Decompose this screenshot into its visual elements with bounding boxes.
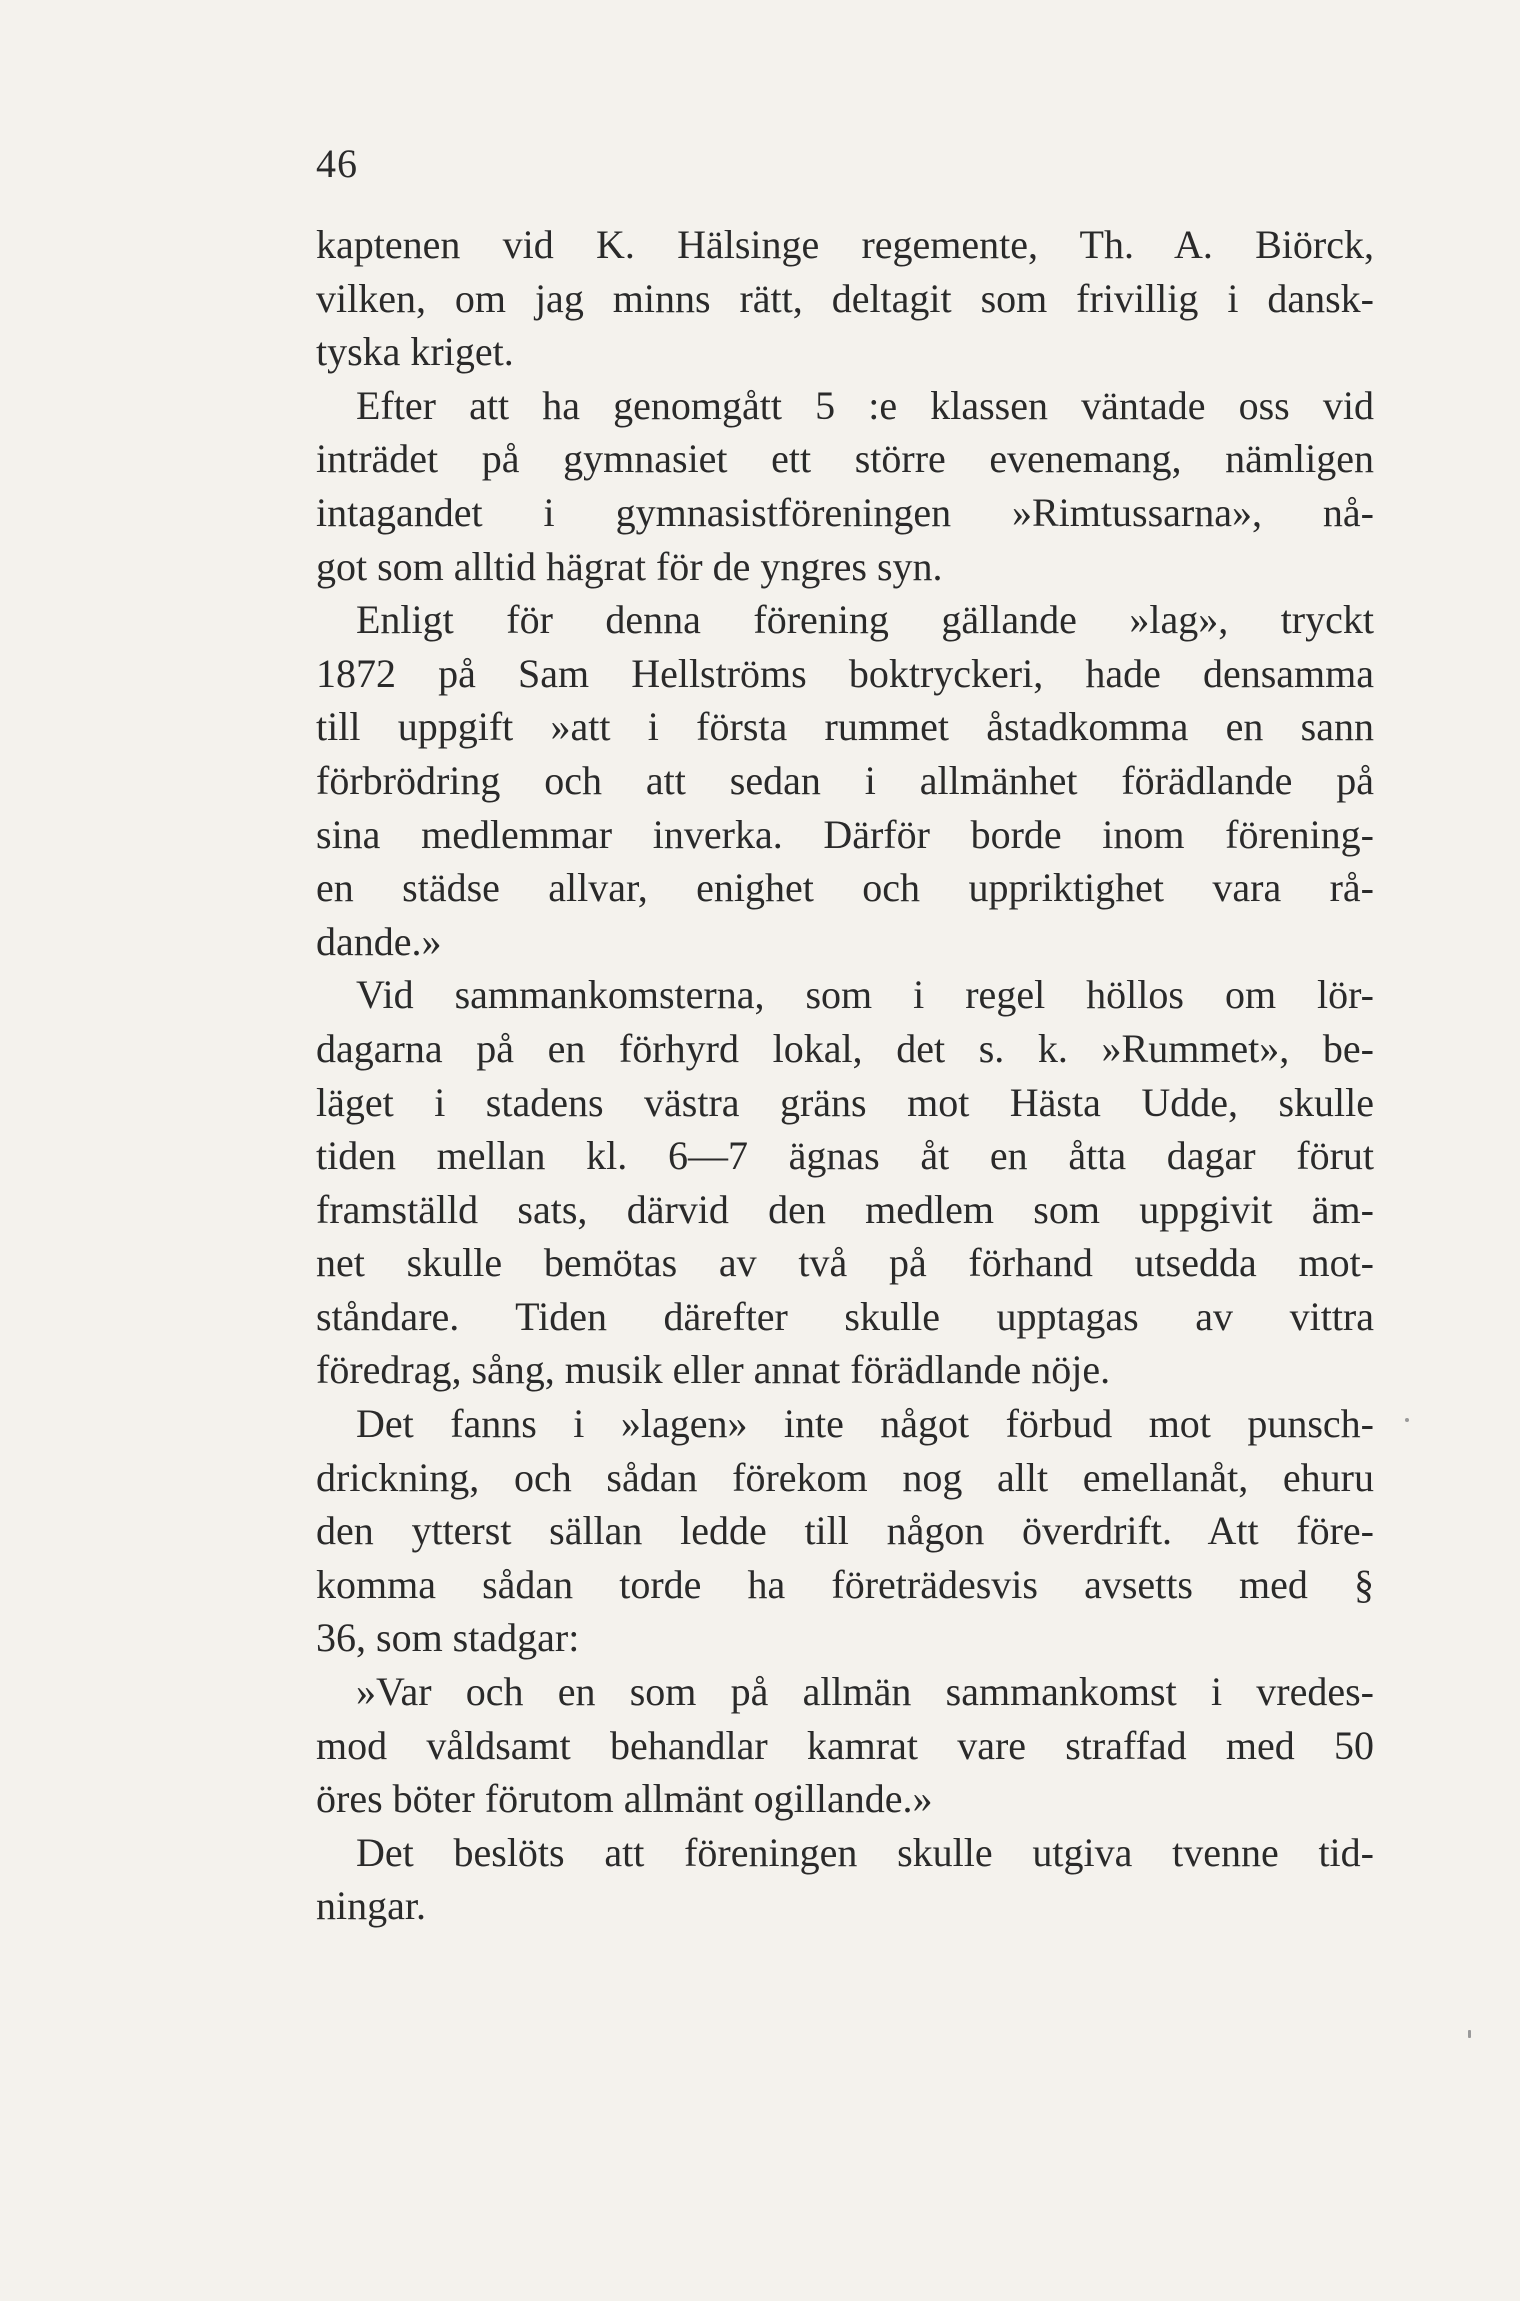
text-line: dande.» bbox=[316, 918, 442, 964]
text-line: vilken, om jag minns rätt, deltagit som frivillig i dansk- bbox=[316, 275, 1374, 321]
text-line: framställd sats, därvid den medlem som uppgivit äm- bbox=[316, 1186, 1374, 1232]
text-line: förbrödring och att sedan i allmänhet förädlande på bbox=[316, 757, 1374, 803]
paragraph bbox=[316, 1397, 1374, 1665]
text-line: ståndare. Tiden därefter skulle upptagas av vittra bbox=[316, 1293, 1374, 1339]
text-line: inträdet på gymnasiet ett större evenemang, nämligen bbox=[316, 436, 1374, 482]
text-line: tiden mellan kl. 6—7 ägnas åt en åtta dagar förut bbox=[316, 1133, 1374, 1179]
paragraph bbox=[316, 1665, 1374, 1826]
text-line: Det beslöts att föreningen skulle utgiva tvenne tid- bbox=[356, 1829, 1374, 1875]
text-line: komma sådan torde ha företrädesvis avsetts med § bbox=[316, 1561, 1374, 1607]
text-line: 1872 på Sam Hellströms boktryckeri, hade densamma bbox=[316, 650, 1374, 696]
paragraph bbox=[316, 379, 1374, 593]
text-line: tyska kriget. bbox=[316, 329, 514, 375]
text-line: dagarna på en förhyrd lokal, det s. k. »Rummet», be- bbox=[316, 1025, 1374, 1071]
body-text bbox=[316, 218, 1374, 1933]
text-line: Enligt för denna förening gällande »lag», tryckt bbox=[356, 597, 1374, 643]
text-line: föredrag, sång, musik eller annat förädlande nöje. bbox=[316, 1347, 1111, 1393]
text-line: en städse allvar, enighet och uppriktighet vara rå- bbox=[316, 865, 1374, 911]
text-line: got som alltid hägrat för de yngres syn. bbox=[316, 543, 943, 589]
text-line: Det fanns i »lagen» inte något förbud mot punsch- bbox=[356, 1401, 1374, 1447]
text-line: den ytterst sällan ledde till någon överdrift. Att före- bbox=[316, 1508, 1374, 1554]
text-line: Efter att ha genomgått 5 :e klassen väntade oss vid bbox=[356, 382, 1374, 428]
text-line: läget i stadens västra gräns mot Hästa Udde, skulle bbox=[316, 1079, 1374, 1125]
text-line: 36, som stadgar: bbox=[316, 1615, 580, 1661]
text-line: kaptenen vid K. Hälsinge regemente, Th. A. Biörck, bbox=[316, 222, 1374, 267]
text-line: ningar. bbox=[316, 1883, 426, 1929]
paragraph bbox=[316, 218, 1374, 379]
text-line: öres böter förutom allmänt ogillande.» bbox=[316, 1776, 933, 1822]
text-line: till uppgift »att i första rummet åstadkomma en sann bbox=[316, 704, 1374, 750]
paper-speck bbox=[1405, 1418, 1409, 1422]
text-line: mod våldsamt behandlar kamrat vare straffad med 50 bbox=[316, 1722, 1374, 1768]
text-line: net skulle bemötas av två på förhand utsedda mot- bbox=[316, 1240, 1374, 1286]
text-line: intagandet i gymnasistföreningen »Rimtussarna», nå- bbox=[316, 489, 1374, 535]
paper-speck bbox=[1468, 2030, 1471, 2038]
text-line: Vid sammankomsterna, som i regel höllos om lör- bbox=[356, 972, 1374, 1018]
text-line: drickning, och sådan förekom nog allt emellanåt, ehuru bbox=[316, 1454, 1374, 1500]
text-line: »Var och en som på allmän sammankomst i vredes- bbox=[356, 1669, 1374, 1715]
paragraph bbox=[316, 593, 1374, 968]
page-number: 46 bbox=[316, 141, 358, 186]
paragraph bbox=[316, 1826, 1374, 1933]
paragraph bbox=[316, 968, 1374, 1397]
text-line: sina medlemmar inverka. Därför borde inom förening- bbox=[316, 811, 1374, 857]
